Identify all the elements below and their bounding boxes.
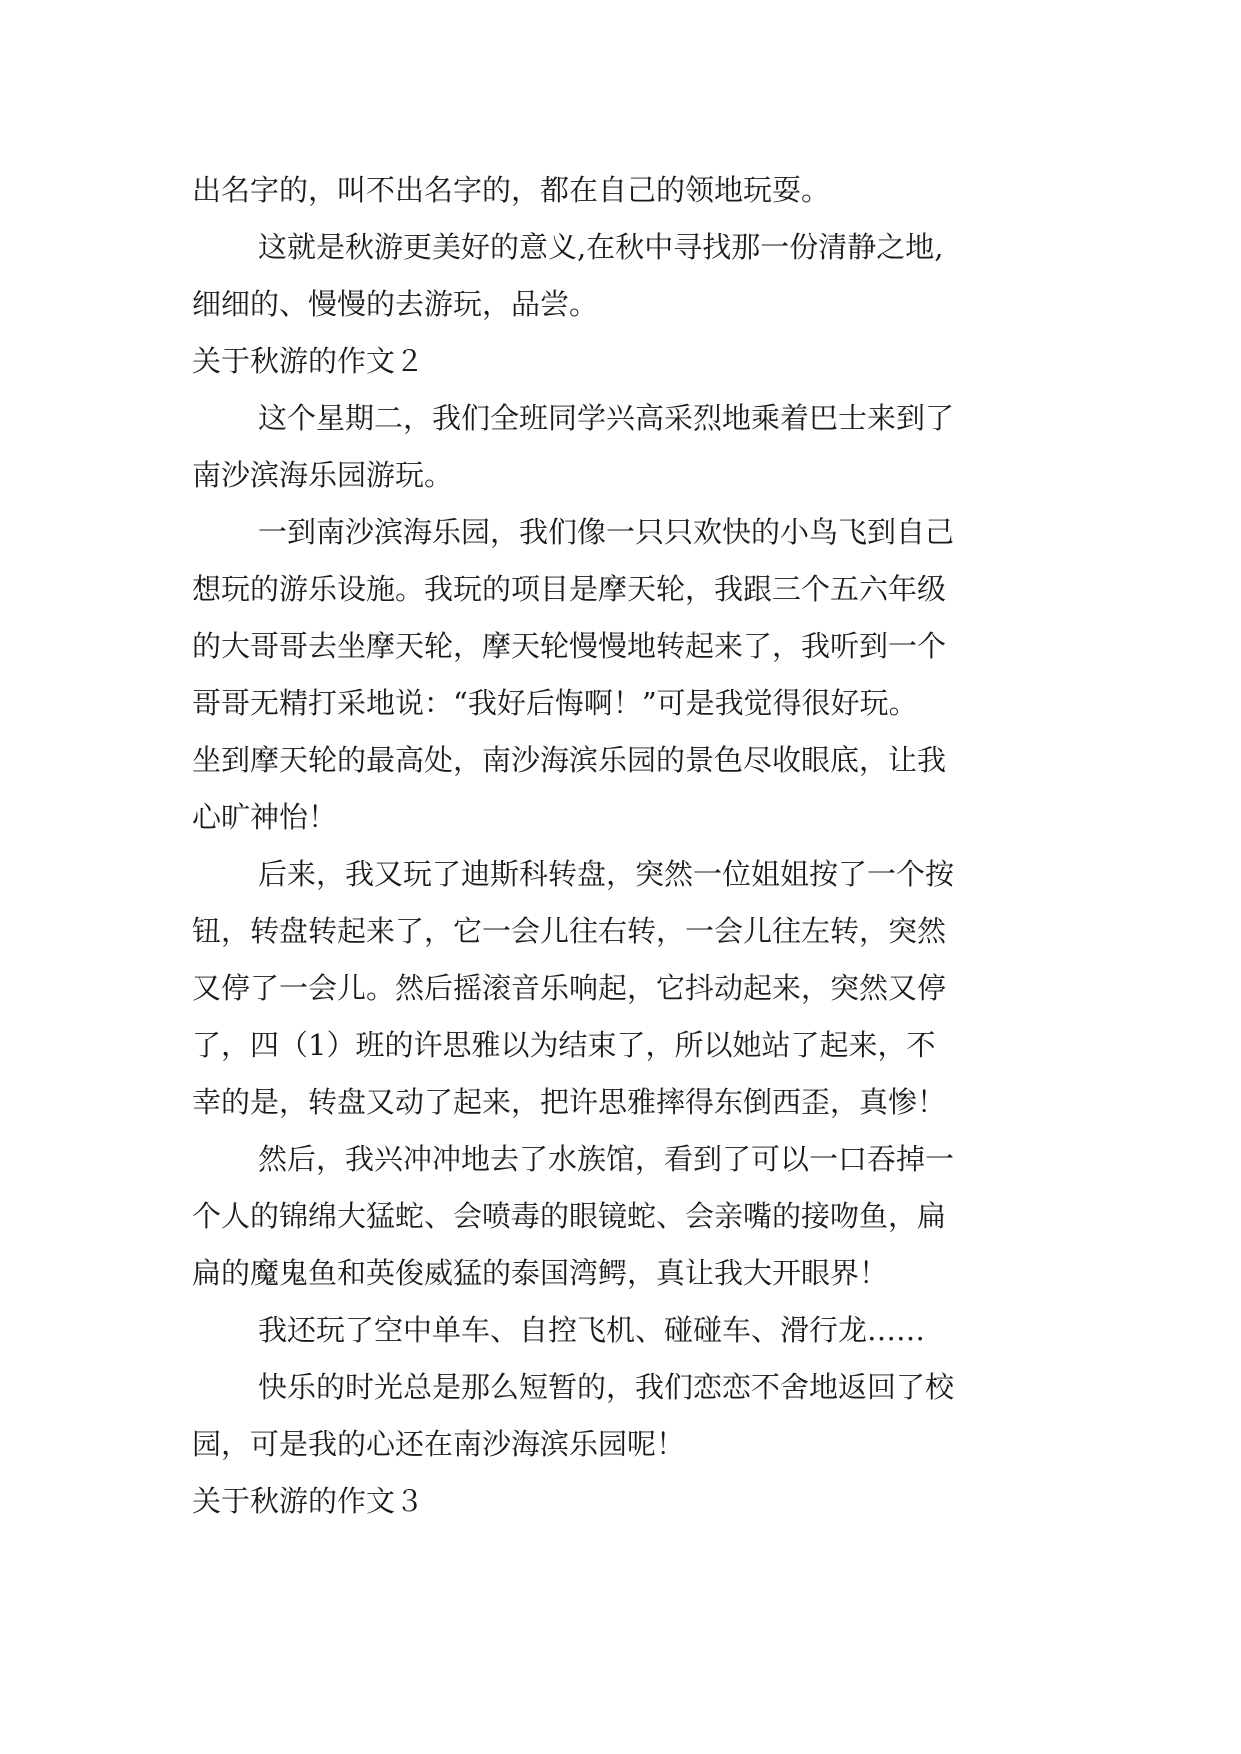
text-line: 扁的魔鬼鱼和英俊威猛的泰国湾鳄，真让我大开眼界！ <box>192 1256 889 1290</box>
text-line: 了，四（1）班的许思雅以为结束了，所以她站了起来，不 <box>192 1028 936 1062</box>
text-line: 又停了一会儿。然后摇滚音乐响起，它抖动起来，突然又停 <box>192 971 947 1005</box>
text-line: 出名字的，叫不出名字的，都在自己的领地玩耍。 <box>192 173 831 207</box>
text-line: 后来，我又玩了迪斯科转盘，突然一位姐姐按了一个按 <box>258 857 955 891</box>
text-line: 然后，我兴冲冲地去了水族馆，看到了可以一口吞掉一 <box>258 1142 955 1176</box>
text-line: 园，可是我的心还在南沙海滨乐园呢！ <box>192 1427 686 1461</box>
text-line: 一到南沙滨海乐园，我们像一只只欢快的小鸟飞到自己 <box>258 515 955 549</box>
text-line: 这就是秋游更美好的意义,在秋中寻找那一份清静之地, <box>258 230 944 264</box>
section-heading: 关于秋游的作文２ <box>192 344 425 378</box>
text-line: 这个星期二，我们全班同学兴高采烈地乘着巴士来到了 <box>258 401 955 435</box>
text-line: 细细的、慢慢的去游玩，品尝。 <box>192 287 599 321</box>
text-line: 想玩的游乐设施。我玩的项目是摩天轮，我跟三个五六年级 <box>192 572 947 606</box>
text-line: 钮，转盘转起来了，它一会儿往右转，一会儿往左转，突然 <box>192 914 947 948</box>
text-line: 幸的是，转盘又动了起来，把许思雅摔得东倒西歪，真惨！ <box>192 1085 947 1119</box>
text-line: 的大哥哥去坐摩天轮，摩天轮慢慢地转起来了，我听到一个 <box>192 629 947 663</box>
text-line: 心旷神怡！ <box>192 800 338 834</box>
text-line: 南沙滨海乐园游玩。 <box>192 458 454 492</box>
text-line: 快乐的时光总是那么短暂的，我们恋恋不舍地返回了校 <box>258 1370 955 1404</box>
section-heading: 关于秋游的作文３ <box>192 1484 425 1518</box>
text-line: 坐到摩天轮的最高处，南沙海滨乐园的景色尽收眼底，让我 <box>192 743 947 777</box>
text-line: 个人的锦绵大猛蛇、会喷毒的眼镜蛇、会亲嘴的接吻鱼，扁 <box>192 1199 947 1233</box>
text-line: 哥哥无精打采地说：“我好后悔啊！”可是我觉得很好玩。 <box>192 686 918 720</box>
text-line: 我还玩了空中单车、自控飞机、碰碰车、滑行龙…… <box>258 1313 926 1347</box>
